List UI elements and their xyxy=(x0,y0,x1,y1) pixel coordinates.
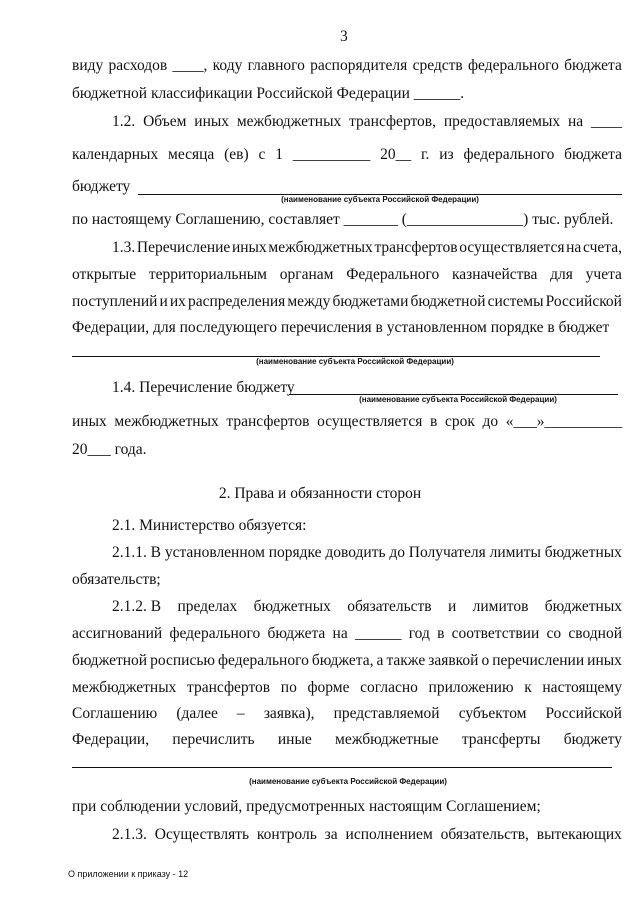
text-line-9 xyxy=(72,292,622,312)
w: распорядителя xyxy=(310,57,408,74)
page-footer: О приложении к приказу - 12 xyxy=(68,869,189,879)
w: на xyxy=(567,113,584,130)
w: исполнением xyxy=(345,826,433,843)
w: и xyxy=(448,598,457,615)
w: «___»__________ xyxy=(505,413,622,430)
w: ______ xyxy=(354,625,402,642)
w: обязательств, xyxy=(440,826,529,843)
w: бюджету xyxy=(563,731,622,748)
w: осуществляется xyxy=(459,239,565,256)
text-line-23: при соблюдении условий, предусмотренных настоящим Соглашением; xyxy=(72,798,541,815)
w: и xyxy=(159,293,168,310)
w: а xyxy=(376,652,384,669)
w: Федерации, xyxy=(72,731,150,748)
w: к xyxy=(524,679,532,696)
w: иных xyxy=(587,652,622,669)
text-line-18 xyxy=(72,624,622,644)
w: Осуществлять xyxy=(154,826,250,843)
w: (далее xyxy=(176,705,218,722)
w: перечислить xyxy=(172,731,255,748)
w: ____, xyxy=(172,57,208,74)
w: перечислении xyxy=(492,652,585,669)
w: за xyxy=(324,826,338,843)
w: распределения xyxy=(187,293,286,310)
w: заявкой xyxy=(428,652,479,669)
w: межбюджетных xyxy=(268,239,373,256)
text-line-7 xyxy=(112,238,622,258)
w: бюджета, xyxy=(311,652,374,669)
w: пределах xyxy=(177,598,238,615)
text-line-4 xyxy=(72,145,622,165)
w: ассигнований xyxy=(72,625,163,642)
w: бюджетных xyxy=(544,598,622,615)
w: на xyxy=(566,239,582,256)
w: на xyxy=(332,625,348,642)
text-line-6: по настоящему Соглашению, составляет _______ (_______________) тыс. рублей. xyxy=(72,211,614,228)
w: контроль xyxy=(256,826,317,843)
page-number: 3 xyxy=(340,28,348,45)
w: расходов xyxy=(108,57,168,74)
w: виду xyxy=(72,57,104,74)
text-line-12 xyxy=(72,412,622,432)
caption-subject-name: (наименование субъекта Российской Федерации) xyxy=(249,777,447,786)
text-line-11: 1.4. Перечисление бюджету xyxy=(112,379,295,396)
w: территориальным xyxy=(148,266,267,283)
w: бюджетной xyxy=(410,293,486,310)
w: межбюджетные xyxy=(335,731,439,748)
w: бюджета xyxy=(564,146,622,163)
w: иных xyxy=(194,113,230,130)
w: бюджета xyxy=(267,625,326,642)
w: доводить xyxy=(325,544,386,561)
text-line-22 xyxy=(72,730,622,750)
w: межбюджетных xyxy=(72,679,177,696)
w: 1.3. xyxy=(112,239,136,256)
w: системы xyxy=(487,293,544,310)
w: __________ xyxy=(292,146,371,163)
caption-subject-name: (наименование субъекта Российской Федерации) xyxy=(281,195,479,204)
w: заявка), xyxy=(263,705,315,722)
w: для xyxy=(550,266,573,283)
w: ____ xyxy=(590,113,622,130)
w: 20__ xyxy=(380,146,412,163)
text-line-15 xyxy=(112,543,622,563)
w: открытые xyxy=(72,266,137,283)
w: поступлений xyxy=(72,293,158,310)
w: предоставляемых xyxy=(443,113,561,130)
w: срок xyxy=(444,413,475,430)
w: Перечисление xyxy=(136,239,231,256)
w: (ев) xyxy=(224,146,249,163)
w: также xyxy=(386,652,426,669)
w: бюджета xyxy=(564,57,622,74)
text-line-2: бюджетной классификации Российской Федерации ______. xyxy=(72,85,465,102)
w: Получателя xyxy=(408,544,486,561)
w: осуществляется xyxy=(317,413,423,430)
w: 2.1.2. В xyxy=(112,598,162,615)
text-line-5: бюджету xyxy=(72,178,131,195)
w: календарных xyxy=(72,146,159,163)
text-line-3 xyxy=(112,112,622,132)
w: бюджетных xyxy=(253,598,331,615)
text-line-13: 20___ года. xyxy=(72,441,147,458)
w: до xyxy=(389,544,405,561)
w: 2.1.3. xyxy=(112,826,147,843)
w: федерального xyxy=(463,146,555,163)
text-line-19 xyxy=(72,651,622,671)
w: 2.1.1. xyxy=(112,544,147,561)
w: о xyxy=(481,652,490,669)
w: федерального xyxy=(468,57,559,74)
w: коду xyxy=(212,57,243,74)
text-line-14: 2.1. Министерство обязуется: xyxy=(112,517,307,534)
w: приложению xyxy=(428,679,514,696)
w: трансфертов xyxy=(374,239,458,256)
w: средств xyxy=(412,57,463,74)
w: Соглашению xyxy=(72,705,158,722)
w: трансфертов xyxy=(226,413,310,430)
w: согласно xyxy=(360,679,418,696)
w: порядке xyxy=(268,544,322,561)
w: сводной xyxy=(568,625,622,642)
w: трансфертов, xyxy=(349,113,437,130)
text-line-24 xyxy=(112,825,622,845)
w: форме xyxy=(307,679,350,696)
w: субъектом xyxy=(458,705,527,722)
text-line-20 xyxy=(72,678,622,698)
w: иные xyxy=(277,731,312,748)
w: органам xyxy=(279,266,334,283)
w: федерального xyxy=(169,625,261,642)
w: год xyxy=(408,625,430,642)
fill-line xyxy=(72,767,612,768)
w: трансфертов xyxy=(187,679,271,696)
w: из xyxy=(439,146,454,163)
w: г. xyxy=(420,146,430,163)
w: их xyxy=(169,293,186,310)
w: вытекающих xyxy=(536,826,622,843)
w: Объем xyxy=(143,113,187,130)
w: трансферты xyxy=(461,731,541,748)
w: учета xyxy=(585,266,622,283)
w: 1 xyxy=(275,146,283,163)
w: Федерального xyxy=(346,266,440,283)
w: в xyxy=(437,625,445,642)
w: иных xyxy=(72,413,107,430)
w: главного xyxy=(247,57,305,74)
w: лимитов xyxy=(472,598,529,615)
w: со xyxy=(546,625,562,642)
w: между xyxy=(287,293,331,310)
w: представляемой xyxy=(333,705,440,722)
caption-subject-name: (наименование субъекта Российской Федерации) xyxy=(256,357,454,366)
w: лимиты xyxy=(489,544,541,561)
w: с xyxy=(258,146,266,163)
w: соответствии xyxy=(451,625,540,642)
w: по xyxy=(280,679,297,696)
w: счета, xyxy=(583,239,622,256)
text-line-16: обязательств; xyxy=(72,571,161,588)
w: бюджетной xyxy=(72,652,148,669)
w: федерального xyxy=(218,652,309,669)
text-line-17 xyxy=(112,597,622,617)
w: бюджетных xyxy=(544,544,622,561)
w: настоящему xyxy=(542,679,622,696)
w: установленном xyxy=(164,544,265,561)
w: месяца xyxy=(168,146,215,163)
caption-subject-name: (наименование субъекта Российской Федерации) xyxy=(359,395,557,404)
w: бюджетами xyxy=(332,293,409,310)
w: казначейства xyxy=(451,266,538,283)
w: росписью xyxy=(150,652,215,669)
text-line-10: Федерации, для последующего перечисления в установленном порядке в бюджет xyxy=(72,319,610,336)
text-line-21 xyxy=(72,704,622,724)
w: межбюджетных xyxy=(236,113,342,130)
text-line-1 xyxy=(72,56,622,76)
w: 1.2. xyxy=(112,113,136,130)
w: обязательств xyxy=(347,598,432,615)
w: межбюджетных xyxy=(114,413,219,430)
w: В xyxy=(150,544,162,561)
w: Российской xyxy=(545,705,622,722)
w: в xyxy=(429,413,438,430)
w: – xyxy=(236,705,245,722)
text-line-8 xyxy=(72,265,622,285)
w: иных xyxy=(231,239,267,256)
section-heading: 2. Права и обязанности сторон xyxy=(218,485,422,502)
w: Российской xyxy=(545,293,622,310)
w: до xyxy=(482,413,499,430)
